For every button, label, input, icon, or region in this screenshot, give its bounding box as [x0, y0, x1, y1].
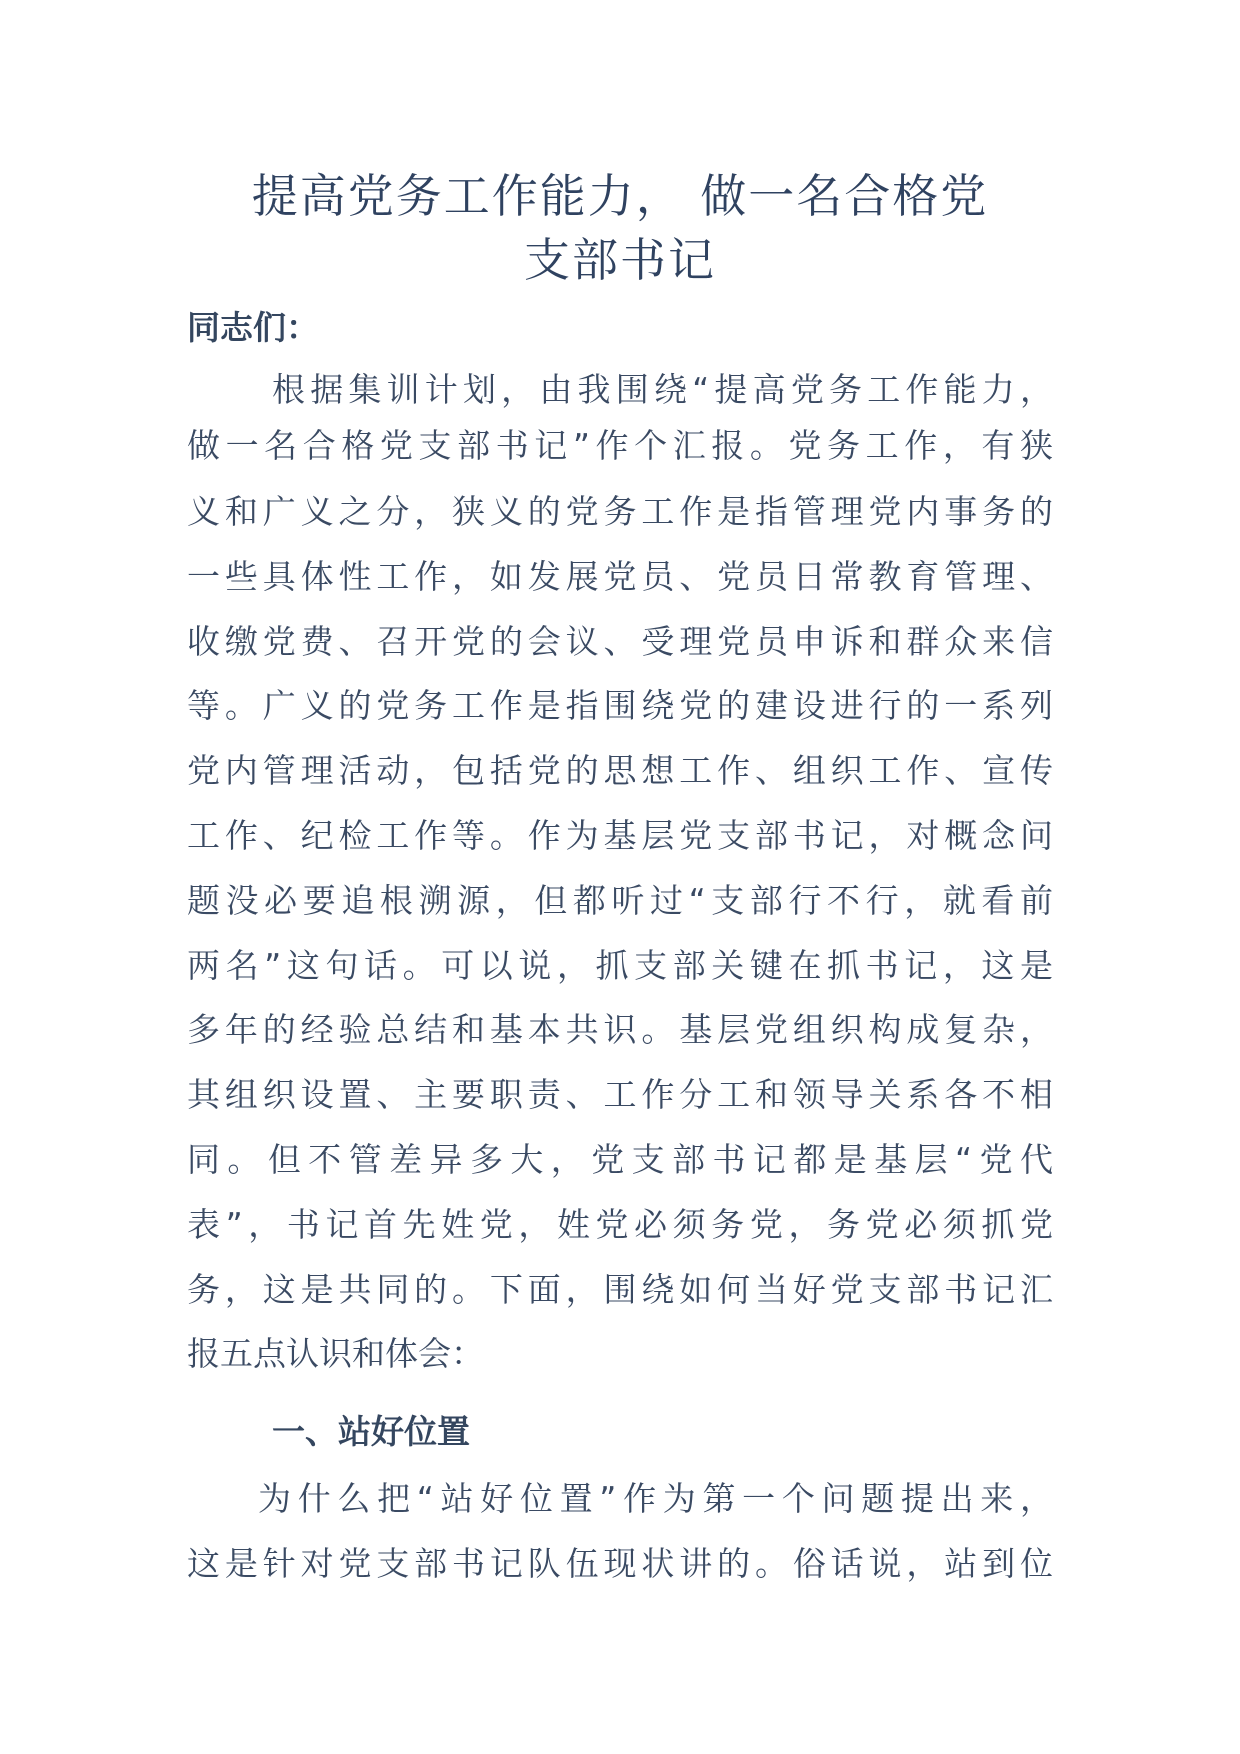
paragraph-line: 为什么把“站好位置”作为第一个问题提出来，	[258, 1479, 1053, 1518]
paragraph-line: 题没必要追根溯源，但都听过“支部行不行，就看前	[187, 881, 1053, 920]
paragraph-line: 报五点认识和体会：	[187, 1334, 484, 1373]
paragraph-line: 这是针对党支部书记队伍现状讲的。俗话说，站到位	[187, 1544, 1053, 1583]
section-heading-1: 一、站好位置	[272, 1412, 470, 1451]
paragraph-line: 根据集训计划，由我围绕“提高党务工作能力，	[272, 370, 1053, 409]
paragraph-line: 工作、纪检工作等。作为基层党支部书记，对概念问	[187, 816, 1053, 855]
document-title-line-1: 提高党务工作能力， 做一名合格党	[251, 169, 989, 223]
paragraph-line: 其组织设置、主要职责、工作分工和领导关系各不相	[187, 1075, 1053, 1114]
paragraph-line: 做一名合格党支部书记”作个汇报。党务工作，有狭	[187, 426, 1053, 465]
paragraph-line: 务，这是共同的。下面，围绕如何当好党支部书记汇	[187, 1270, 1053, 1309]
paragraph-line: 收缴党费、召开党的会议、受理党员申诉和群众来信	[187, 622, 1053, 661]
paragraph-line: 同。但不管差异多大，党支部书记都是基层“党代	[187, 1140, 1053, 1179]
document-title-line-2: 支部书记	[524, 233, 716, 287]
paragraph-line: 等。广义的党务工作是指围绕党的建设进行的一系列	[187, 686, 1053, 725]
paragraph-line: 两名”这句话。可以说，抓支部关键在抓书记，这是	[187, 946, 1053, 985]
paragraph-line: 一些具体性工作，如发展党员、党员日常教育管理、	[187, 557, 1053, 596]
paragraph-line: 义和广义之分，狭义的党务工作是指管理党内事务的	[187, 492, 1053, 531]
salutation: 同志们：	[187, 308, 319, 347]
paragraph-line: 表”，书记首先姓党，姓党必须务党，务党必须抓党	[187, 1205, 1053, 1244]
paragraph-line: 党内管理活动，包括党的思想工作、组织工作、宣传	[187, 751, 1053, 790]
paragraph-line: 多年的经验总结和基本共识。基层党组织构成复杂，	[187, 1010, 1053, 1049]
